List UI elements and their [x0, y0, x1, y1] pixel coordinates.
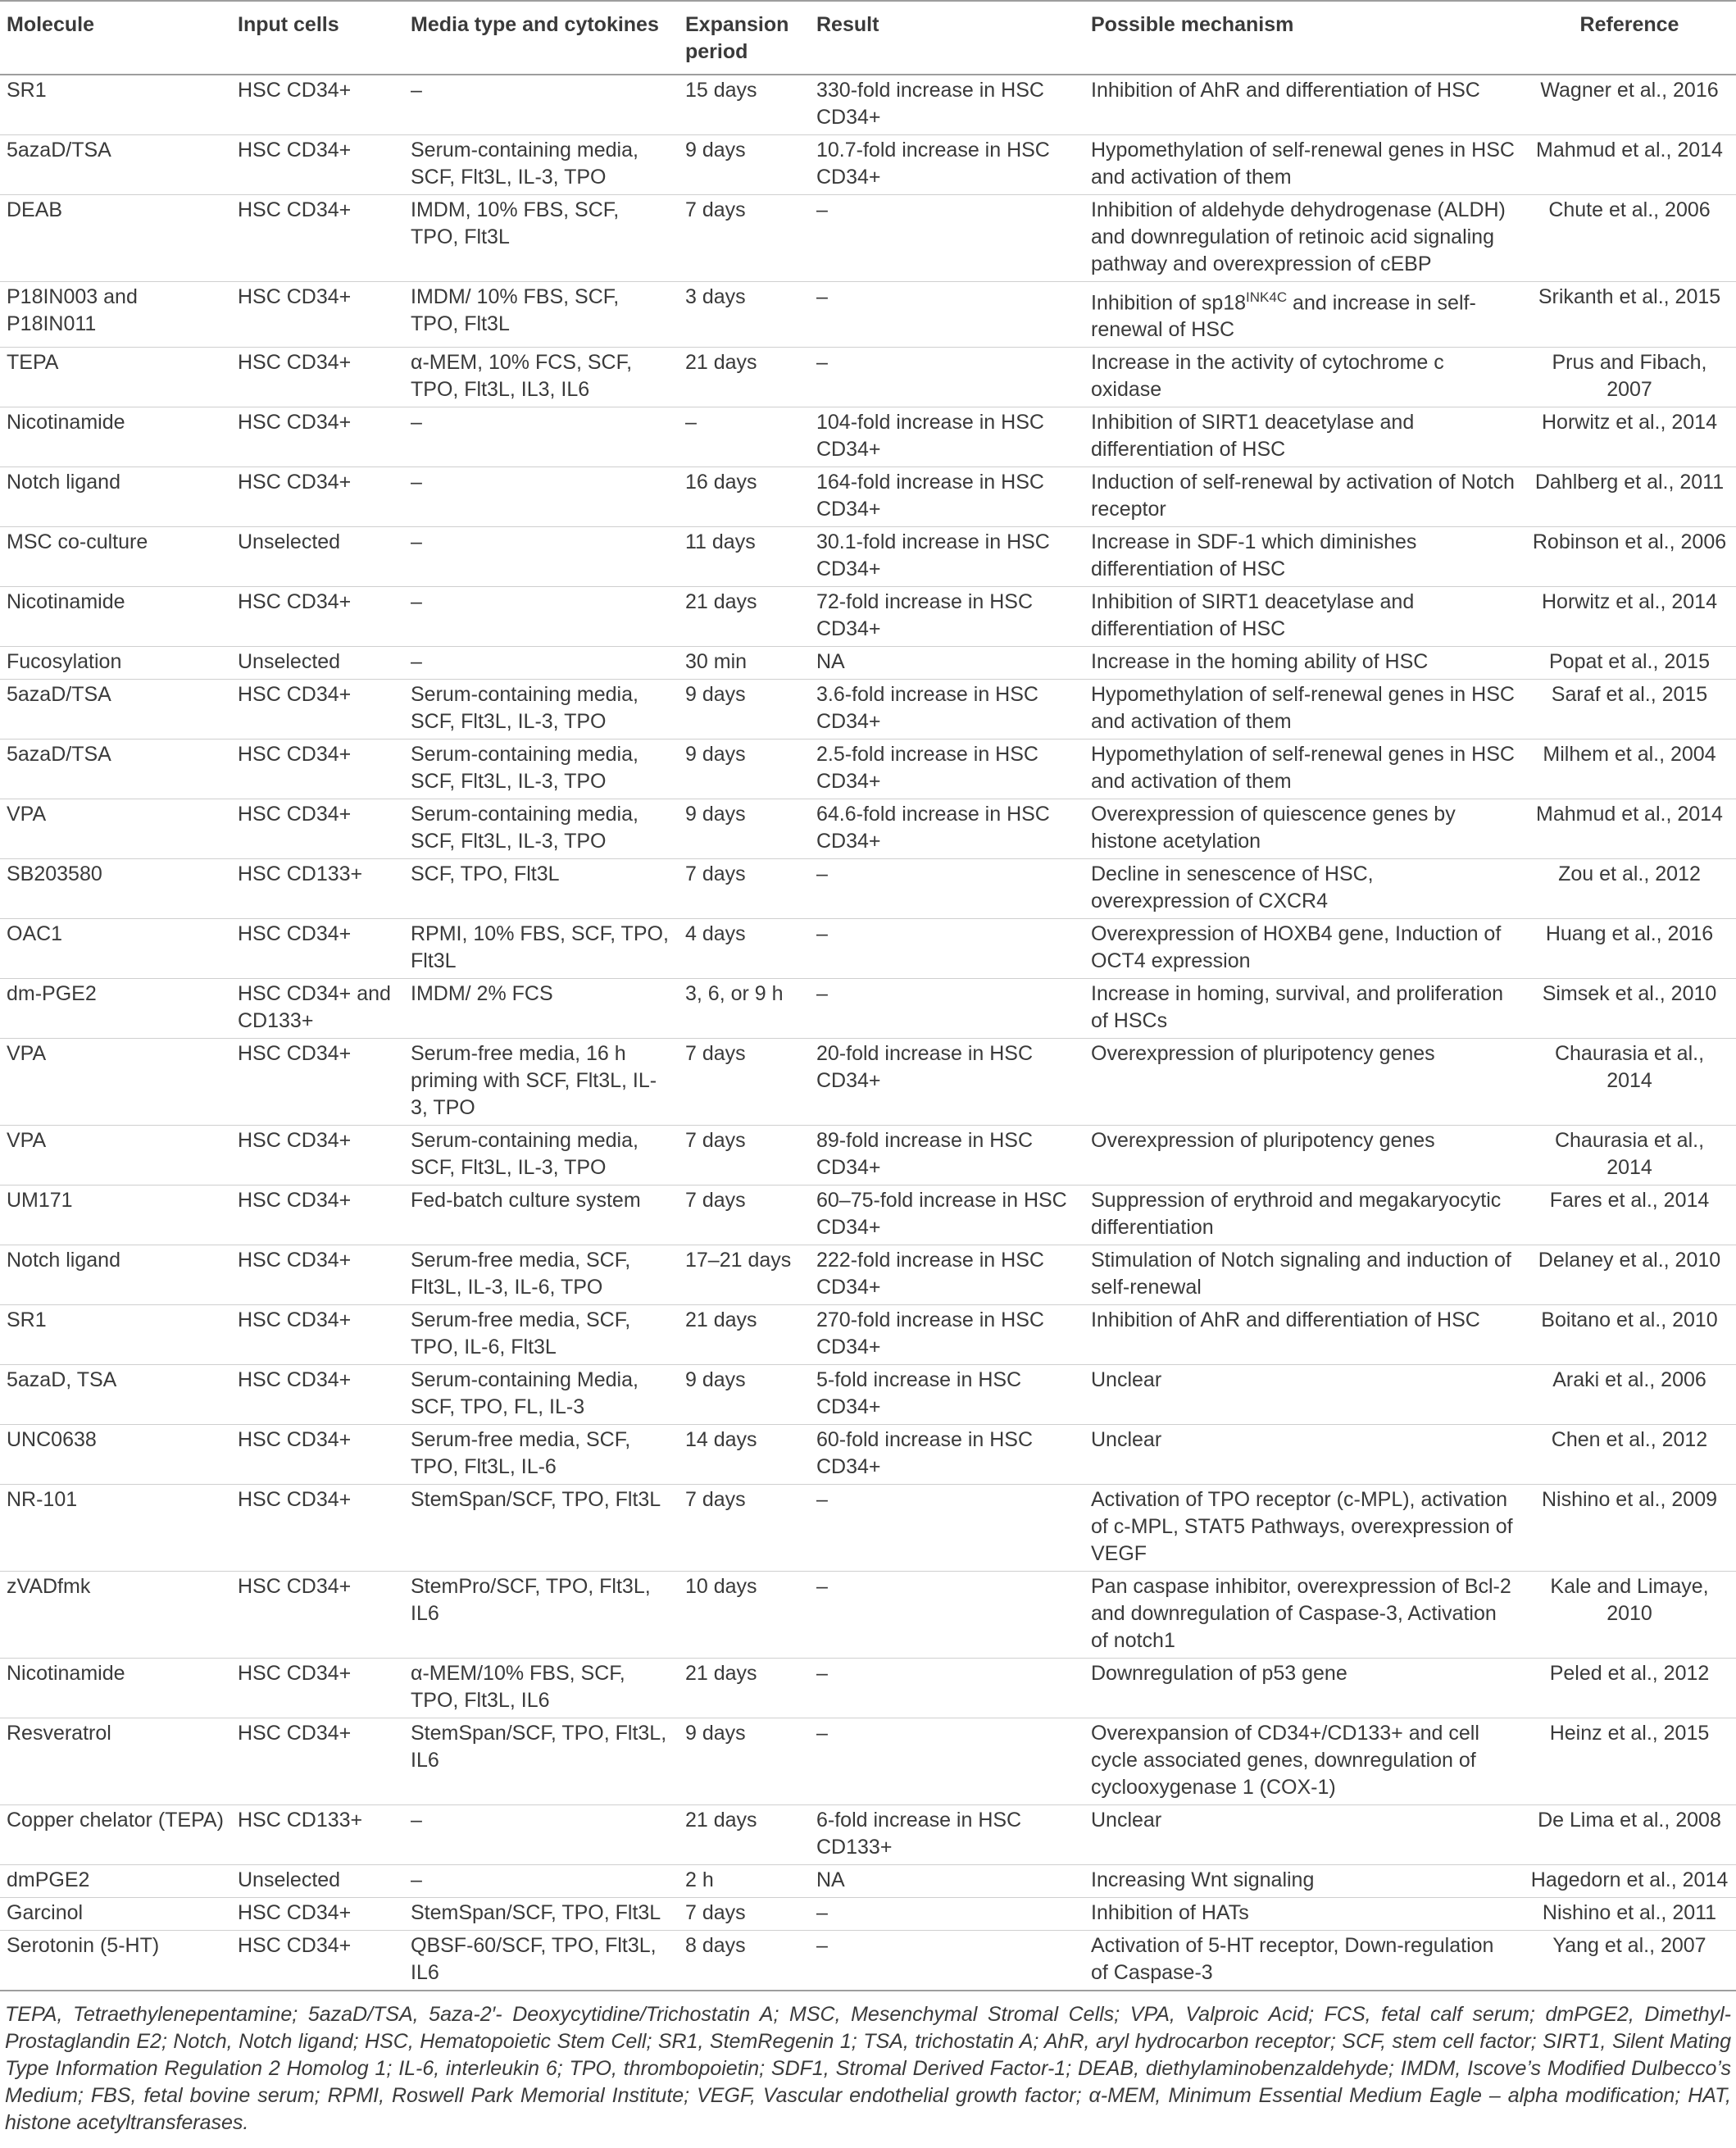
cell-input-cells: Unselected [231, 527, 404, 587]
cell-input-cells: HSC CD34+ [231, 1718, 404, 1805]
cell-reference: Zou et al., 2012 [1523, 859, 1736, 919]
cell-mechanism: Increase in SDF-1 which diminishes differentiation of HSC [1084, 527, 1523, 587]
cell-period: 21 days [679, 1305, 810, 1365]
cell-result: 10.7-fold increase in HSC CD34+ [810, 135, 1084, 195]
table-row [0, 1805, 1736, 1865]
cell-mechanism: Overexpression of pluripotency genes [1084, 1126, 1523, 1185]
cell-molecule: Fucosylation [0, 647, 231, 680]
cell-reference: Milhem et al., 2004 [1523, 740, 1736, 799]
cell-molecule: Garcinol [0, 1898, 231, 1931]
header-period: Expansion period [679, 1, 810, 75]
cell-mechanism: Overexpression of pluripotency genes [1084, 1039, 1523, 1126]
cell-period: 9 days [679, 740, 810, 799]
table-row [0, 587, 1736, 647]
cell-molecule: MSC co-culture [0, 527, 231, 587]
cell-reference: Horwitz et al., 2014 [1523, 407, 1736, 467]
cell-media: – [404, 75, 679, 135]
cell-molecule: dmPGE2 [0, 1865, 231, 1898]
table-row [0, 1365, 1736, 1425]
table-row [0, 1865, 1736, 1898]
cell-period: 9 days [679, 1365, 810, 1425]
cell-mechanism: Overexpression of quiescence genes by histone acetylation [1084, 799, 1523, 859]
cell-molecule: Resveratrol [0, 1718, 231, 1805]
cell-molecule: P18IN003 and P18IN011 [0, 282, 231, 348]
cell-period: 7 days [679, 1898, 810, 1931]
table-row [0, 740, 1736, 799]
cell-molecule: zVADfmk [0, 1572, 231, 1659]
cell-period: 7 days [679, 1185, 810, 1245]
cell-mechanism: Increasing Wnt signaling [1084, 1865, 1523, 1898]
cell-input-cells: HSC CD34+ [231, 1365, 404, 1425]
cell-mechanism: Inhibition of $sp18^{INK4C}$ and increase in self-renewal of HSC [1084, 282, 1523, 348]
cell-molecule: UNC0638 [0, 1425, 231, 1485]
header-molecule: Molecule [0, 1, 231, 75]
cell-result: 222-fold increase in HSC CD34+ [810, 1245, 1084, 1305]
cell-period: 17–21 days [679, 1245, 810, 1305]
cell-mechanism: Activation of TPO receptor (c-MPL), activation of c-MPL, STAT5 Pathways, overexpression of VEGF [1084, 1485, 1523, 1572]
cell-input-cells: HSC CD34+ [231, 195, 404, 282]
cell-mechanism: Unclear [1084, 1805, 1523, 1865]
cell-input-cells: HSC CD34+ [231, 467, 404, 527]
table-row [0, 1659, 1736, 1718]
cell-media: IMDM/ 10% FBS, SCF, TPO, Flt3L [404, 282, 679, 348]
cell-media: Serum-containing media, SCF, Flt3L, IL-3, TPO [404, 1126, 679, 1185]
cell-media: RPMI, 10% FBS, SCF, TPO, Flt3L [404, 919, 679, 979]
cell-input-cells: HSC CD34+ [231, 348, 404, 407]
cell-result: – [810, 348, 1084, 407]
cell-molecule: Nicotinamide [0, 1659, 231, 1718]
cell-media: Serum-containing media, SCF, Flt3L, IL-3, TPO [404, 740, 679, 799]
cell-mechanism: Inhibition of SIRT1 deacetylase and differentiation of HSC [1084, 407, 1523, 467]
cell-input-cells: HSC CD133+ [231, 859, 404, 919]
cell-molecule: Notch ligand [0, 467, 231, 527]
cell-molecule: dm-PGE2 [0, 979, 231, 1039]
cell-period: 8 days [679, 1931, 810, 1991]
table-footnote: TEPA, Tetraethylenepentamine; 5azaD/TSA, 5aza-2′- Deoxycytidine/Trichostatin A; MSC, Mesenchymal Stromal Cells; VPA, Valproic Acid; FCS, fetal calf serum; dmPGE2, Dimethyl-Prostaglandin E2; Notch, Notch ligand; HSC, Hematopoietic Stem Cell; SR1, StemRegenin 1; TSA, trichostatin A; AhR, aryl hydrocarbon receptor; SCF, stem cell factor; SIRT1, Silent Mating Type Information Regulation 2 Homolog 1; IL-6, interleukin 6; TPO, thrombopoietin; SDF1, Stromal Derived Factor-1; DEAB, diethylaminobenzaldehyde; IMDM, Iscove’s Modified Dulbecco’s Medium; FBS, fetal bovine serum; RPMI, Roswell Park Memorial Institute; VEGF, Vascular endothelial growth factor; α-MEM, Minimum Essential Medium Eagle – alpha modification; HAT, histone acetyltransferases. [5, 2003, 1731, 2135]
cell-period: 9 days [679, 1718, 810, 1805]
cell-period: 21 days [679, 587, 810, 647]
cell-period: 2 h [679, 1865, 810, 1898]
header-result: Result [810, 1, 1084, 75]
table-row [0, 859, 1736, 919]
cell-reference: Chaurasia et al., 2014 [1523, 1126, 1736, 1185]
cell-media: – [404, 527, 679, 587]
cell-input-cells: Unselected [231, 647, 404, 680]
table-row [0, 1039, 1736, 1126]
cell-reference: Kale and Limaye, 2010 [1523, 1572, 1736, 1659]
cell-input-cells: HSC CD34+ [231, 1425, 404, 1485]
cell-molecule: SB203580 [0, 859, 231, 919]
header-reference: Reference [1523, 1, 1736, 75]
table-row [0, 195, 1736, 282]
cell-period: 14 days [679, 1425, 810, 1485]
cell-reference: Yang et al., 2007 [1523, 1931, 1736, 1991]
cell-reference: Chaurasia et al., 2014 [1523, 1039, 1736, 1126]
cell-media: IMDM, 10% FBS, SCF, TPO, Flt3L [404, 195, 679, 282]
table-row [0, 75, 1736, 135]
cell-mechanism: Increase in the homing ability of HSC [1084, 647, 1523, 680]
cell-input-cells: HSC CD34+ [231, 407, 404, 467]
cell-molecule: SR1 [0, 1305, 231, 1365]
cell-input-cells: HSC CD34+ [231, 680, 404, 740]
cell-media: Serum-containing media, SCF, Flt3L, IL-3, TPO [404, 799, 679, 859]
header-mechanism: Possible mechanism [1084, 1, 1523, 75]
cell-result: 72-fold increase in HSC CD34+ [810, 587, 1084, 647]
table-row [0, 135, 1736, 195]
cell-period: 7 days [679, 859, 810, 919]
cell-media: Fed-batch culture system [404, 1185, 679, 1245]
table-row [0, 1898, 1736, 1931]
table-row [0, 1185, 1736, 1245]
cell-period: 7 days [679, 195, 810, 282]
cell-molecule: SR1 [0, 75, 231, 135]
cell-input-cells: HSC CD133+ [231, 1805, 404, 1865]
cell-period: 30 min [679, 647, 810, 680]
cell-period: 16 days [679, 467, 810, 527]
cell-reference: Simsek et al., 2010 [1523, 979, 1736, 1039]
header-input-cells: Input cells [231, 1, 404, 75]
cell-result: – [810, 919, 1084, 979]
table-row [0, 979, 1736, 1039]
cell-input-cells: HSC CD34+ [231, 1931, 404, 1991]
cell-molecule: Nicotinamide [0, 587, 231, 647]
cell-media: Serum-free media, SCF, TPO, IL-6, Flt3L [404, 1305, 679, 1365]
table-row [0, 1718, 1736, 1805]
cell-reference: Nishino et al., 2009 [1523, 1485, 1736, 1572]
table-row [0, 1425, 1736, 1485]
cell-molecule: TEPA [0, 348, 231, 407]
cell-result: 60-fold increase in HSC CD34+ [810, 1425, 1084, 1485]
cell-reference: Fares et al., 2014 [1523, 1185, 1736, 1245]
cell-reference: Popat et al., 2015 [1523, 647, 1736, 680]
cell-result: 3.6-fold increase in HSC CD34+ [810, 680, 1084, 740]
cell-media: StemSpan/SCF, TPO, Flt3L [404, 1898, 679, 1931]
cell-media: SCF, TPO, Flt3L [404, 859, 679, 919]
cell-result: 270-fold increase in HSC CD34+ [810, 1305, 1084, 1365]
table-header-row [0, 1, 1736, 75]
cell-media: StemPro/SCF, TPO, Flt3L, IL6 [404, 1572, 679, 1659]
cell-period: 7 days [679, 1039, 810, 1126]
cell-input-cells: Unselected [231, 1865, 404, 1898]
cell-reference: Mahmud et al., 2014 [1523, 135, 1736, 195]
cell-period: 3 days [679, 282, 810, 348]
cell-molecule: Serotonin (5-HT) [0, 1931, 231, 1991]
table-row [0, 680, 1736, 740]
cell-reference: Saraf et al., 2015 [1523, 680, 1736, 740]
cell-reference: Robinson et al., 2006 [1523, 527, 1736, 587]
table-row [0, 348, 1736, 407]
cell-result: – [810, 1659, 1084, 1718]
table-row [0, 1485, 1736, 1572]
cell-reference: Nishino et al., 2011 [1523, 1898, 1736, 1931]
cell-media: α-MEM/10% FBS, SCF, TPO, Flt3L, IL6 [404, 1659, 679, 1718]
cell-period: 21 days [679, 1659, 810, 1718]
cell-input-cells: HSC CD34+ [231, 1485, 404, 1572]
cell-media: – [404, 1865, 679, 1898]
cell-result: – [810, 1718, 1084, 1805]
cell-mechanism: Inhibition of SIRT1 deacetylase and differentiation of HSC [1084, 587, 1523, 647]
cell-result: 64.6-fold increase in HSC CD34+ [810, 799, 1084, 859]
cell-molecule: VPA [0, 1126, 231, 1185]
table-row [0, 407, 1736, 467]
cell-molecule: OAC1 [0, 919, 231, 979]
cell-media: – [404, 587, 679, 647]
cell-mechanism: Inhibition of aldehyde dehydrogenase (ALDH) and downregulation of retinoic acid signaling pathway and overexpression of cEBP [1084, 195, 1523, 282]
cell-reference: Mahmud et al., 2014 [1523, 799, 1736, 859]
cell-input-cells: HSC CD34+ [231, 799, 404, 859]
cell-input-cells: HSC CD34+ [231, 919, 404, 979]
cell-reference: Araki et al., 2006 [1523, 1365, 1736, 1425]
table-row [0, 647, 1736, 680]
cell-molecule: Notch ligand [0, 1245, 231, 1305]
cell-input-cells: HSC CD34+ [231, 1659, 404, 1718]
cell-input-cells: HSC CD34+ [231, 740, 404, 799]
cell-molecule: Copper chelator (TEPA) [0, 1805, 231, 1865]
table-row [0, 527, 1736, 587]
cell-result: 20-fold increase in HSC CD34+ [810, 1039, 1084, 1126]
cell-mechanism: Unclear [1084, 1425, 1523, 1485]
table-row [0, 1305, 1736, 1365]
cell-result: – [810, 1485, 1084, 1572]
cell-media: Serum-free media, SCF, TPO, Flt3L, IL-6 [404, 1425, 679, 1485]
table-row [0, 467, 1736, 527]
cell-result: – [810, 979, 1084, 1039]
cell-reference: Hagedorn et al., 2014 [1523, 1865, 1736, 1898]
cell-period: 9 days [679, 135, 810, 195]
cell-mechanism: Activation of 5-HT receptor, Down-regulation of Caspase-3 [1084, 1931, 1523, 1991]
cell-reference: De Lima et al., 2008 [1523, 1805, 1736, 1865]
cell-result: 2.5-fold increase in HSC CD34+ [810, 740, 1084, 799]
cell-molecule: VPA [0, 1039, 231, 1126]
cell-media: – [404, 407, 679, 467]
cell-molecule: 5azaD/TSA [0, 680, 231, 740]
header-media: Media type and cytokines [404, 1, 679, 75]
cell-molecule: UM171 [0, 1185, 231, 1245]
cell-input-cells: HSC CD34+ [231, 1185, 404, 1245]
cell-result: – [810, 1572, 1084, 1659]
cell-period: 7 days [679, 1126, 810, 1185]
cell-result: – [810, 195, 1084, 282]
cell-reference: Wagner et al., 2016 [1523, 75, 1736, 135]
cell-reference: Srikanth et al., 2015 [1523, 282, 1736, 348]
cell-result: 164-fold increase in HSC CD34+ [810, 467, 1084, 527]
cell-mechanism: Increase in the activity of cytochrome c oxidase [1084, 348, 1523, 407]
cell-mechanism: Overexpansion of CD34+/CD133+ and cell cycle associated genes, downregulation of cyclooxygenase 1 (COX-1) [1084, 1718, 1523, 1805]
cell-input-cells: HSC CD34+ [231, 75, 404, 135]
cell-reference: Heinz et al., 2015 [1523, 1718, 1736, 1805]
cell-result: 104-fold increase in HSC CD34+ [810, 407, 1084, 467]
cell-reference: Dahlberg et al., 2011 [1523, 467, 1736, 527]
cell-mechanism: Overexpression of HOXB4 gene, Induction of OCT4 expression [1084, 919, 1523, 979]
cell-input-cells: HSC CD34+ [231, 587, 404, 647]
cell-result: – [810, 282, 1084, 348]
table-row [0, 1126, 1736, 1185]
cell-reference: Delaney et al., 2010 [1523, 1245, 1736, 1305]
cell-mechanism: Inhibition of AhR and differentiation of HSC [1084, 1305, 1523, 1365]
cell-result: 5-fold increase in HSC CD34+ [810, 1365, 1084, 1425]
cell-period: – [679, 407, 810, 467]
cell-input-cells: HSC CD34+ [231, 1305, 404, 1365]
cell-media: – [404, 467, 679, 527]
table-row [0, 282, 1736, 348]
cell-media: Serum-containing media, SCF, Flt3L, IL-3, TPO [404, 135, 679, 195]
table-row [0, 1245, 1736, 1305]
cell-period: 7 days [679, 1485, 810, 1572]
cell-molecule: 5azaD/TSA [0, 740, 231, 799]
cell-input-cells: HSC CD34+ [231, 1126, 404, 1185]
cell-mechanism: Increase in homing, survival, and proliferation of HSCs [1084, 979, 1523, 1039]
table-row [0, 799, 1736, 859]
cell-media: IMDM/ 2% FCS [404, 979, 679, 1039]
cell-mechanism: Hypomethylation of self-renewal genes in HSC and activation of them [1084, 680, 1523, 740]
cell-input-cells: HSC CD34+ [231, 1572, 404, 1659]
cell-mechanism: Downregulation of p53 gene [1084, 1659, 1523, 1718]
cell-mechanism: Inhibition of HATs [1084, 1898, 1523, 1931]
cell-media: StemSpan/SCF, TPO, Flt3L [404, 1485, 679, 1572]
cell-reference: Huang et al., 2016 [1523, 919, 1736, 979]
cell-mechanism: Unclear [1084, 1365, 1523, 1425]
cell-result: 6-fold increase in HSC CD133+ [810, 1805, 1084, 1865]
cell-result: 89-fold increase in HSC CD34+ [810, 1126, 1084, 1185]
cell-period: 3, 6, or 9 h [679, 979, 810, 1039]
cell-media: QBSF-60/SCF, TPO, Flt3L, IL6 [404, 1931, 679, 1991]
cell-molecule: 5azaD/TSA [0, 135, 231, 195]
cell-period: 21 days [679, 1805, 810, 1865]
cell-media: – [404, 1805, 679, 1865]
cell-mechanism: Decline in senescence of HSC, overexpression of CXCR4 [1084, 859, 1523, 919]
cell-reference: Chen et al., 2012 [1523, 1425, 1736, 1485]
cell-period: 9 days [679, 799, 810, 859]
table-row [0, 1572, 1736, 1659]
cell-molecule: NR-101 [0, 1485, 231, 1572]
cell-media: Serum-containing Media, SCF, TPO, FL, IL-3 [404, 1365, 679, 1425]
table-body [0, 75, 1736, 1991]
cell-reference: Peled et al., 2012 [1523, 1659, 1736, 1718]
cell-media: – [404, 647, 679, 680]
cell-mechanism: Hypomethylation of self-renewal genes in HSC and activation of them [1084, 135, 1523, 195]
cell-input-cells: HSC CD34+ [231, 135, 404, 195]
cell-media: Serum-free media, 16 h priming with SCF, Flt3L, IL-3, TPO [404, 1039, 679, 1126]
cell-input-cells: HSC CD34+ and CD133+ [231, 979, 404, 1039]
cell-period: 4 days [679, 919, 810, 979]
cell-mechanism: Suppression of erythroid and megakaryocytic differentiation [1084, 1185, 1523, 1245]
cell-media: Serum-containing media, SCF, Flt3L, IL-3, TPO [404, 680, 679, 740]
cell-result: 330-fold increase in HSC CD34+ [810, 75, 1084, 135]
cell-input-cells: HSC CD34+ [231, 282, 404, 348]
cell-reference: Horwitz et al., 2014 [1523, 587, 1736, 647]
cell-result: – [810, 859, 1084, 919]
cell-molecule: 5azaD, TSA [0, 1365, 231, 1425]
cell-input-cells: HSC CD34+ [231, 1039, 404, 1126]
cell-media: StemSpan/SCF, TPO, Flt3L, IL6 [404, 1718, 679, 1805]
cell-period: 21 days [679, 348, 810, 407]
cell-molecule: Nicotinamide [0, 407, 231, 467]
cell-input-cells: HSC CD34+ [231, 1245, 404, 1305]
cell-mechanism: Hypomethylation of self-renewal genes in HSC and activation of them [1084, 740, 1523, 799]
cell-molecule: VPA [0, 799, 231, 859]
cell-input-cells: HSC CD34+ [231, 1898, 404, 1931]
cell-period: 9 days [679, 680, 810, 740]
cell-result: – [810, 1931, 1084, 1991]
cell-mechanism: Induction of self-renewal by activation of Notch receptor [1084, 467, 1523, 527]
cell-result: 60–75-fold increase in HSC CD34+ [810, 1185, 1084, 1245]
table-row [0, 919, 1736, 979]
cell-mechanism: Inhibition of AhR and differentiation of HSC [1084, 75, 1523, 135]
cell-reference: Boitano et al., 2010 [1523, 1305, 1736, 1365]
cell-mechanism: Pan caspase inhibitor, overexpression of Bcl-2 and downregulation of Caspase-3, Activation of notch1 [1084, 1572, 1523, 1659]
cell-result: NA [810, 1865, 1084, 1898]
cell-period: 10 days [679, 1572, 810, 1659]
cell-mechanism: Stimulation of Notch signaling and induction of self-renewal [1084, 1245, 1523, 1305]
cell-period: 11 days [679, 527, 810, 587]
table-row [0, 1931, 1736, 1991]
cell-period: 15 days [679, 75, 810, 135]
cell-result: – [810, 1898, 1084, 1931]
cell-result: 30.1-fold increase in HSC CD34+ [810, 527, 1084, 587]
cell-media: Serum-free media, SCF, Flt3L, IL-3, IL-6, TPO [404, 1245, 679, 1305]
cell-media: α-MEM, 10% FCS, SCF, TPO, Flt3L, IL3, IL6 [404, 348, 679, 407]
cell-molecule: DEAB [0, 195, 231, 282]
cell-result: NA [810, 647, 1084, 680]
cell-reference: Chute et al., 2006 [1523, 195, 1736, 282]
cell-reference: Prus and Fibach, 2007 [1523, 348, 1736, 407]
